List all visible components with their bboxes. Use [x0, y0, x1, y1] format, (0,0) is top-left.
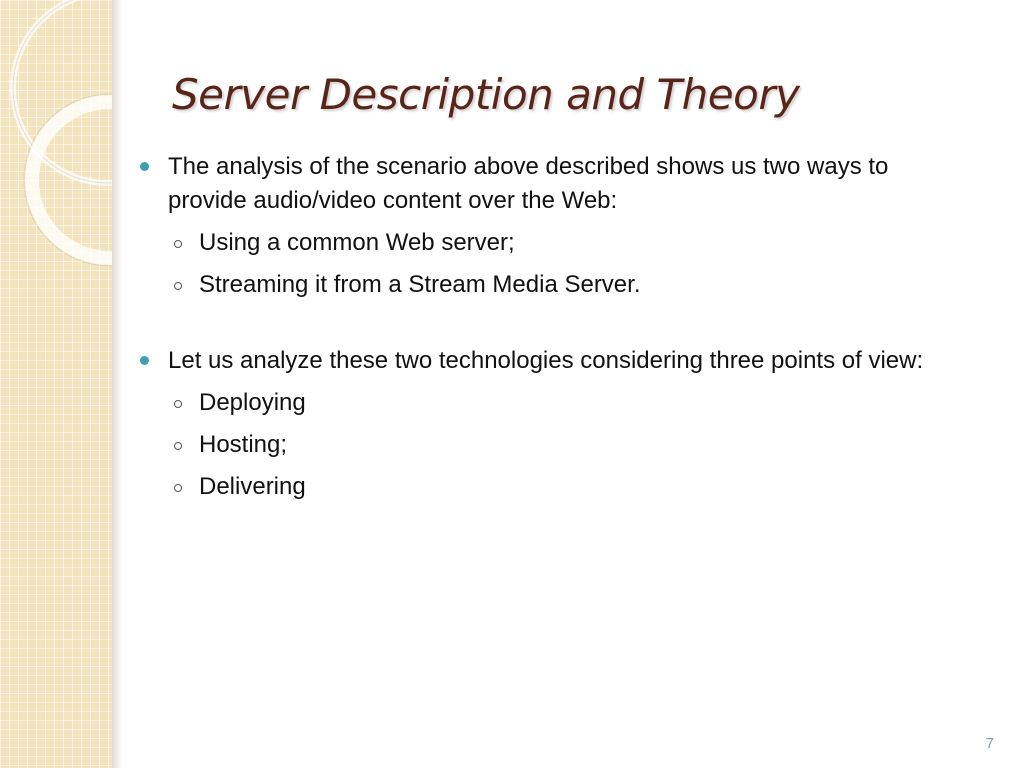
bullet-dot-icon [140, 356, 149, 365]
sub-bullet-item [138, 226, 928, 260]
decorative-rings-graphic [0, 0, 112, 300]
sub-bullet-text: Streaming it from a Stream Media Server. [199, 271, 641, 298]
hollow-circle-icon [174, 240, 182, 248]
slide-content [138, 150, 928, 504]
sub-bullet-item [138, 386, 928, 420]
hollow-circle-icon [174, 484, 182, 492]
sub-bullet-item [138, 428, 928, 462]
page-number: 7 [985, 735, 994, 752]
hollow-circle-icon [174, 282, 182, 290]
bullet-item [138, 150, 928, 218]
bullet-text: The analysis of the scenario above described shows us two ways to provide audio/video content over the Web: [168, 153, 889, 214]
decorative-side-band [0, 0, 112, 768]
bullet-text: Let us analyze these two technologies considering three points of view: [168, 347, 924, 374]
spacer [138, 302, 928, 344]
side-band-shadow [112, 0, 122, 768]
sub-bullet-item [138, 470, 928, 504]
bullet-dot-icon [140, 162, 149, 171]
hollow-circle-icon [174, 442, 182, 450]
sub-bullet-text: Delivering [199, 473, 306, 500]
sub-bullet-item [138, 268, 928, 302]
hollow-circle-icon [174, 400, 182, 408]
sub-bullet-text: Using a common Web server; [199, 229, 515, 256]
bullet-item [138, 344, 928, 378]
slide-title: Server Description and Theory [172, 70, 800, 119]
sub-bullet-text: Deploying [199, 389, 306, 416]
sub-bullet-text: Hosting; [199, 431, 288, 458]
